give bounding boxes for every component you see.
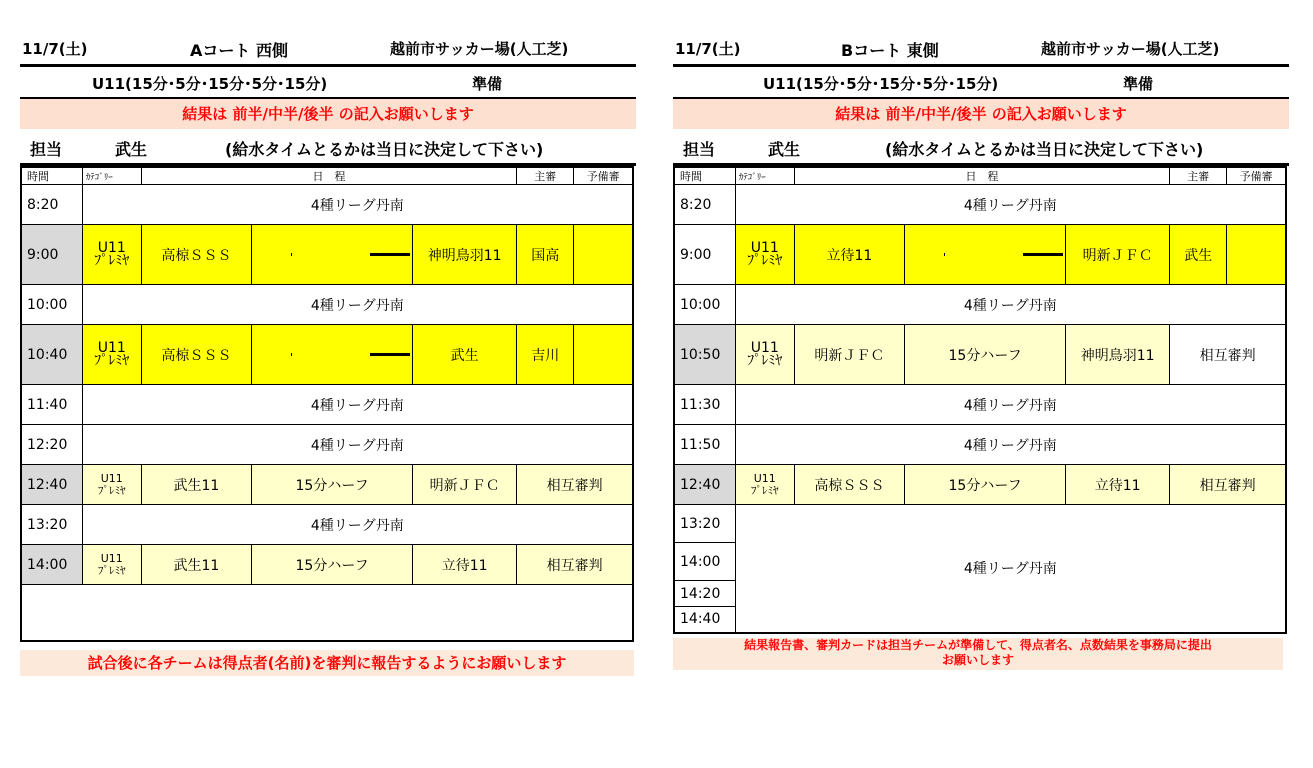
category-division: ﾌﾟﾚﾐﾔ	[98, 483, 126, 497]
category-age: U11	[100, 471, 123, 485]
category-age: U11	[97, 239, 126, 256]
time-cell: 9:00	[674, 225, 735, 285]
sub-ref-col-header: 予備審	[1227, 167, 1286, 185]
match-row	[674, 465, 1286, 505]
score-period-3[interactable]	[1023, 255, 1063, 256]
match-row	[21, 465, 633, 505]
score-box[interactable]	[905, 225, 1066, 285]
sub-referee	[574, 225, 633, 285]
category-cell	[82, 325, 141, 385]
score-home-total[interactable]	[252, 353, 292, 356]
category-age: U11	[750, 339, 779, 356]
time-cell: 13:20	[21, 505, 82, 545]
league-cell: 4種リーグ丹南	[82, 505, 633, 545]
score-period-3[interactable]	[370, 355, 410, 356]
footer-line-2: お願いします	[941, 652, 1014, 667]
category-division: ﾌﾟﾚﾐﾔ	[747, 252, 783, 269]
time-cell: 12:20	[21, 425, 82, 465]
match-row	[21, 325, 633, 385]
schedule-col-header: 日 程	[794, 167, 1169, 185]
home-team: 立待11	[794, 225, 904, 285]
match-format: U11(15分･5分･15分･5分･15分)	[92, 75, 328, 93]
date-label: 11/7(土)	[675, 40, 741, 58]
score-home-total[interactable]	[252, 253, 292, 256]
away-team: 明新ＪＦＣ	[1066, 225, 1170, 285]
staff-team: 武生	[115, 140, 148, 159]
time-cell: 14:20	[674, 581, 735, 607]
table-row	[674, 185, 1286, 225]
league-cell: 4種リーグ丹南	[82, 185, 633, 225]
time-cell: 12:40	[21, 465, 82, 505]
home-team: 高椋ＳＳＳ	[794, 465, 904, 505]
league-cell: 4種リーグ丹南	[735, 385, 1286, 425]
staff-note: (給水タイムとるかは当日に決定して下さい)	[225, 140, 544, 159]
half-length: 15分ハーフ	[905, 325, 1066, 385]
format-row	[673, 67, 1289, 99]
table-row	[674, 425, 1286, 465]
time-col-header: 時間	[674, 167, 735, 185]
time-cell: 12:40	[674, 465, 735, 505]
away-team: 立待11	[413, 545, 517, 585]
score-away-total[interactable]	[292, 253, 370, 256]
time-cell: 11:40	[21, 385, 82, 425]
score-away-total[interactable]	[292, 353, 370, 356]
category-cell	[735, 465, 794, 505]
blank-cell	[21, 585, 633, 641]
category-age: U11	[100, 551, 123, 565]
result-notice: 結果は 前半/中半/後半 の記入お願いします	[20, 99, 636, 129]
time-cell: 14:00	[21, 545, 82, 585]
table-row	[21, 185, 633, 225]
blank-row	[21, 585, 633, 641]
league-cell: 4種リーグ丹南	[82, 285, 633, 325]
category-cell	[82, 225, 141, 285]
footer-note	[673, 638, 1283, 670]
court-b-schedule-table	[673, 166, 1287, 634]
main-referee: 国高	[517, 225, 574, 285]
match-row	[21, 225, 633, 285]
referee-cell: 相互審判	[517, 545, 633, 585]
date-label: 11/7(土)	[22, 40, 88, 58]
category-col-header: ｶﾃｺﾞﾘｰ	[735, 167, 794, 185]
staff-label: 担当	[30, 140, 63, 159]
score-away-total[interactable]	[945, 253, 1023, 256]
time-cell: 8:20	[21, 185, 82, 225]
main-ref-col-header: 主審	[1170, 167, 1227, 185]
court-a-schedule-table	[20, 166, 634, 642]
category-cell	[735, 225, 794, 285]
home-team: 武生11	[141, 545, 251, 585]
match-format: U11(15分･5分･15分･5分･15分)	[763, 75, 999, 93]
time-cell: 10:00	[21, 285, 82, 325]
category-division: ﾌﾟﾚﾐﾔ	[94, 252, 130, 269]
court-b-header	[673, 32, 1289, 67]
home-team: 高椋ＳＳＳ	[141, 325, 251, 385]
category-cell	[735, 325, 794, 385]
score-period-3[interactable]	[370, 255, 410, 256]
venue-label: 越前市サッカー場(人工芝)	[1041, 40, 1220, 58]
table-row	[674, 385, 1286, 425]
half-length: 15分ハーフ	[252, 465, 413, 505]
sub-ref-col-header: 予備審	[574, 167, 633, 185]
staff-team: 武生	[768, 140, 801, 159]
category-age: U11	[750, 239, 779, 256]
main-referee: 武生	[1170, 225, 1227, 285]
referee-cell: 相互審判	[1170, 325, 1286, 385]
score-home-total[interactable]	[905, 253, 945, 256]
time-cell: 8:20	[674, 185, 735, 225]
league-cell: 4種リーグ丹南	[735, 505, 1286, 633]
time-cell: 13:20	[674, 505, 735, 543]
referee-cell: 相互審判	[517, 465, 633, 505]
match-row	[21, 545, 633, 585]
time-cell: 14:40	[674, 607, 735, 633]
category-division: ﾌﾟﾚﾐﾔ	[747, 352, 783, 369]
league-cell: 4種リーグ丹南	[82, 425, 633, 465]
main-ref-col-header: 主審	[517, 167, 574, 185]
prep-label: 準備	[1123, 75, 1154, 93]
table-row	[21, 425, 633, 465]
sub-referee	[1227, 225, 1286, 285]
category-division: ﾌﾟﾚﾐﾔ	[751, 483, 779, 497]
footer-line-1: 結果報告書、審判カードは担当チームが準備して、得点者名、点数結果を事務局に提出	[744, 637, 1212, 652]
away-team: 明新ＪＦＣ	[413, 465, 517, 505]
staff-note: (給水タイムとるかは当日に決定して下さい)	[885, 140, 1204, 159]
half-length: 15分ハーフ	[252, 545, 413, 585]
table-row	[21, 505, 633, 545]
half-length: 15分ハーフ	[905, 465, 1066, 505]
league-cell: 4種リーグ丹南	[735, 185, 1286, 225]
time-cell: 11:50	[674, 425, 735, 465]
category-age: U11	[753, 471, 776, 485]
staff-label: 担当	[683, 140, 716, 159]
table-row	[21, 285, 633, 325]
away-team: 神明鳥羽11	[1066, 325, 1170, 385]
league-cell: 4種リーグ丹南	[82, 385, 633, 425]
category-age: U11	[97, 339, 126, 356]
time-cell: 10:40	[21, 325, 82, 385]
match-row	[674, 225, 1286, 285]
table-row	[21, 385, 633, 425]
venue-label: 越前市サッカー場(人工芝)	[390, 40, 569, 58]
sub-referee	[574, 325, 633, 385]
match-row	[674, 325, 1286, 385]
league-cell: 4種リーグ丹南	[735, 285, 1286, 325]
staff-row	[20, 129, 636, 166]
time-cell: 11:30	[674, 385, 735, 425]
time-cell: 10:00	[674, 285, 735, 325]
court-b-sheet	[673, 0, 1289, 670]
court-name: Aコート 西側	[190, 41, 288, 60]
score-box[interactable]	[252, 225, 413, 285]
category-cell	[82, 545, 141, 585]
category-division: ﾌﾟﾚﾐﾔ	[94, 352, 130, 369]
away-team: 武生	[413, 325, 517, 385]
home-team: 武生11	[141, 465, 251, 505]
main-referee: 吉川	[517, 325, 574, 385]
score-box[interactable]	[252, 325, 413, 385]
category-division: ﾌﾟﾚﾐﾔ	[98, 563, 126, 577]
time-cell: 9:00	[21, 225, 82, 285]
away-team: 神明鳥羽11	[413, 225, 517, 285]
court-a-header	[20, 32, 636, 67]
category-col-header: ｶﾃｺﾞﾘｰ	[82, 167, 141, 185]
category-cell	[82, 465, 141, 505]
column-header-row	[21, 167, 633, 185]
home-team: 明新ＪＦＣ	[794, 325, 904, 385]
staff-row	[673, 129, 1289, 166]
away-team: 立待11	[1066, 465, 1170, 505]
time-cell: 14:00	[674, 543, 735, 581]
table-row	[674, 285, 1286, 325]
referee-cell: 相互審判	[1170, 465, 1286, 505]
column-header-row	[674, 167, 1286, 185]
footer-note: 試合後に各チームは得点者(名前)を審判に報告するようにお願いします	[20, 650, 634, 676]
league-cell: 4種リーグ丹南	[735, 425, 1286, 465]
schedule-col-header: 日 程	[141, 167, 516, 185]
court-name: Bコート 東側	[841, 41, 939, 60]
time-cell: 10:50	[674, 325, 735, 385]
time-col-header: 時間	[21, 167, 82, 185]
format-row	[20, 67, 636, 99]
court-a-sheet	[20, 0, 636, 676]
table-row	[674, 505, 1286, 543]
result-notice: 結果は 前半/中半/後半 の記入お願いします	[673, 99, 1289, 129]
home-team: 高椋ＳＳＳ	[141, 225, 251, 285]
prep-label: 準備	[472, 75, 503, 93]
